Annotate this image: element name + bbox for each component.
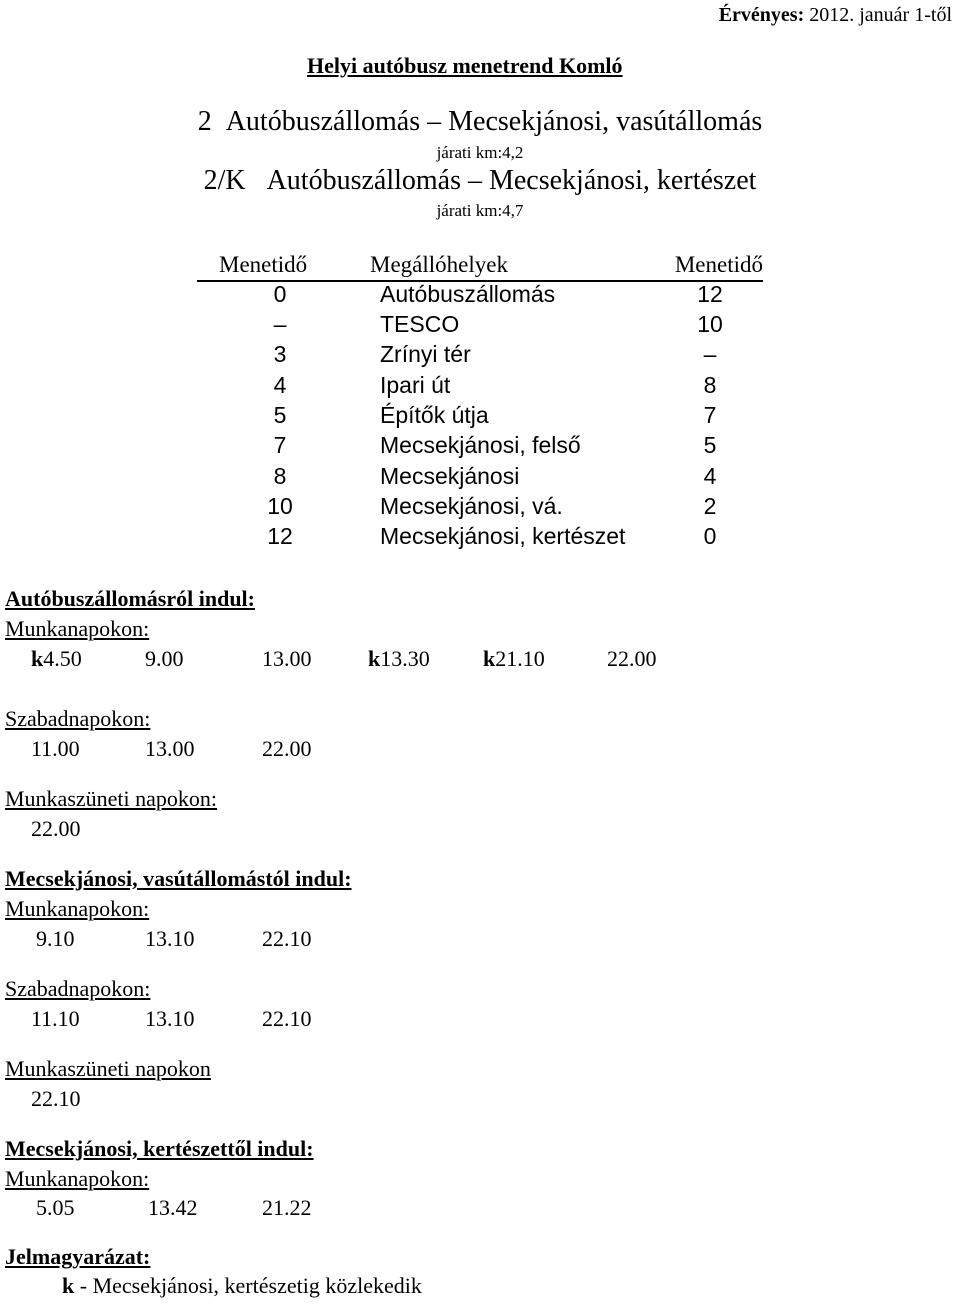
validity-value: 2012. január 1-től <box>809 4 952 26</box>
travel-time-outbound: 7 <box>273 432 287 458</box>
travel-time-return: 10 <box>697 311 723 337</box>
legend-key: k <box>62 1273 75 1298</box>
section-title-from-garden: Mecsekjánosi, kertészettől indul: <box>5 1136 314 1161</box>
workdays-departures <box>0 646 960 674</box>
departure-time: 22.00 <box>607 646 657 671</box>
document-title: Helyi autóbusz menetrend Komló <box>307 53 623 78</box>
travel-time-outbound: 10 <box>267 493 293 519</box>
holiday-label: Munkaszüneti napokon <box>5 1056 211 1081</box>
table-row <box>0 493 960 523</box>
travel-time-return: 4 <box>703 463 717 489</box>
table-row <box>0 463 960 493</box>
travel-time-outbound: 3 <box>273 341 287 367</box>
validity-label: Érvényes: <box>718 4 805 26</box>
legend-entry <box>62 1273 422 1299</box>
departure-time: 22.00 <box>31 816 81 841</box>
departure-time: 11.00 <box>31 736 80 761</box>
departure-time: 5.05 <box>36 1195 75 1220</box>
stop-name: Mecsekjánosi, felső <box>380 432 581 458</box>
departure-time: k13.30 <box>368 646 430 671</box>
table-row <box>0 281 960 311</box>
route-number: 2 <box>197 106 212 137</box>
departure-time: 22.10 <box>262 926 312 951</box>
route-name: Autóbuszállomás – Mecsekjánosi, vasútállomás <box>225 106 763 137</box>
travel-time-outbound: 12 <box>267 523 293 549</box>
travel-time-return: 2 <box>703 493 717 519</box>
legend-text: Mecsekjánosi, kertészetig közlekedik <box>92 1273 422 1298</box>
header-stops: Megállóhelyek <box>370 252 508 277</box>
holiday-label: Munkaszüneti napokon: <box>5 786 218 811</box>
table-row <box>0 341 960 371</box>
stop-name: Autóbuszállomás <box>380 281 556 307</box>
travel-time-return: 5 <box>703 432 717 458</box>
route-2k-km: járati km:4,7 <box>436 201 524 220</box>
departure-time: 22.10 <box>31 1086 81 1111</box>
saturday-departures <box>0 1006 960 1034</box>
workdays-label: Munkanapokon: <box>5 1166 150 1191</box>
departure-time: 9.00 <box>145 646 184 671</box>
k-marker: k <box>483 646 496 671</box>
travel-time-outbound: 8 <box>273 463 287 489</box>
route-number: 2/K <box>203 165 246 196</box>
route-2-heading <box>0 106 960 138</box>
route-name: Autóbuszállomás – Mecsekjánosi, kertészet <box>266 165 757 196</box>
table-row <box>0 432 960 462</box>
k-marker: k <box>368 646 381 671</box>
stop-name: Építők útja <box>380 402 489 428</box>
table-row <box>0 523 960 553</box>
stop-name: Mecsekjánosi, kertészet <box>380 523 626 549</box>
workdays-departures <box>0 1195 960 1223</box>
travel-time-return: 7 <box>703 402 717 428</box>
section-title-from-station: Autóbuszállomásról indul: <box>5 586 255 611</box>
departure-time: 13.10 <box>145 926 195 951</box>
table-row <box>0 311 960 341</box>
workdays-departures <box>0 926 960 954</box>
departure-time: 9.10 <box>36 926 75 951</box>
stops-table-header <box>197 252 763 282</box>
departure-time: 22.10 <box>262 1006 312 1031</box>
departure-time: 13.00 <box>145 736 195 761</box>
holiday-departures <box>0 1086 960 1114</box>
header-travel-time-left: Menetidő <box>219 252 308 277</box>
table-row <box>0 372 960 402</box>
route-2-km: járati km:4,2 <box>436 143 524 162</box>
stop-name: Ipari út <box>380 372 451 398</box>
stop-name: Mecsekjánosi, vá. <box>380 493 563 519</box>
workdays-label: Munkanapokon: <box>5 616 150 641</box>
departure-time: k4.50 <box>31 646 82 671</box>
departure-time: 13.10 <box>145 1006 195 1031</box>
travel-time-outbound: 0 <box>273 281 287 307</box>
departure-time: 22.00 <box>262 736 312 761</box>
departure-time: k21.10 <box>483 646 545 671</box>
workdays-label: Munkanapokon: <box>5 896 150 921</box>
validity-date <box>719 4 952 27</box>
travel-time-outbound: 5 <box>273 402 287 428</box>
saturday-label: Szabadnapokon: <box>5 706 151 731</box>
travel-time-return: 12 <box>697 281 723 307</box>
departure-time: 13.42 <box>148 1195 198 1220</box>
k-marker: k <box>31 646 44 671</box>
departure-time: 13.00 <box>262 646 312 671</box>
stop-name: Mecsekjánosi <box>380 463 520 489</box>
travel-time-return: 8 <box>703 372 717 398</box>
departure-time: 11.10 <box>31 1006 80 1031</box>
travel-time-outbound: 4 <box>273 372 287 398</box>
legend-separator: - <box>74 1273 93 1298</box>
stop-name: TESCO <box>380 311 460 337</box>
section-title-from-railway: Mecsekjánosi, vasútállomástól indul: <box>5 866 352 891</box>
travel-time-return: – <box>703 341 717 367</box>
travel-time-return: 0 <box>703 523 717 549</box>
header-travel-time-right: Menetidő <box>674 252 763 277</box>
legend-title: Jelmagyarázat: <box>5 1244 151 1269</box>
travel-time-outbound: – <box>273 311 287 337</box>
holiday-departures <box>0 816 960 844</box>
stop-name: Zrínyi tér <box>380 341 471 367</box>
saturday-label: Szabadnapokon: <box>5 976 151 1001</box>
departure-time: 21.22 <box>262 1195 312 1220</box>
saturday-departures <box>0 736 960 764</box>
route-2k-heading <box>0 165 960 197</box>
table-row <box>0 402 960 432</box>
